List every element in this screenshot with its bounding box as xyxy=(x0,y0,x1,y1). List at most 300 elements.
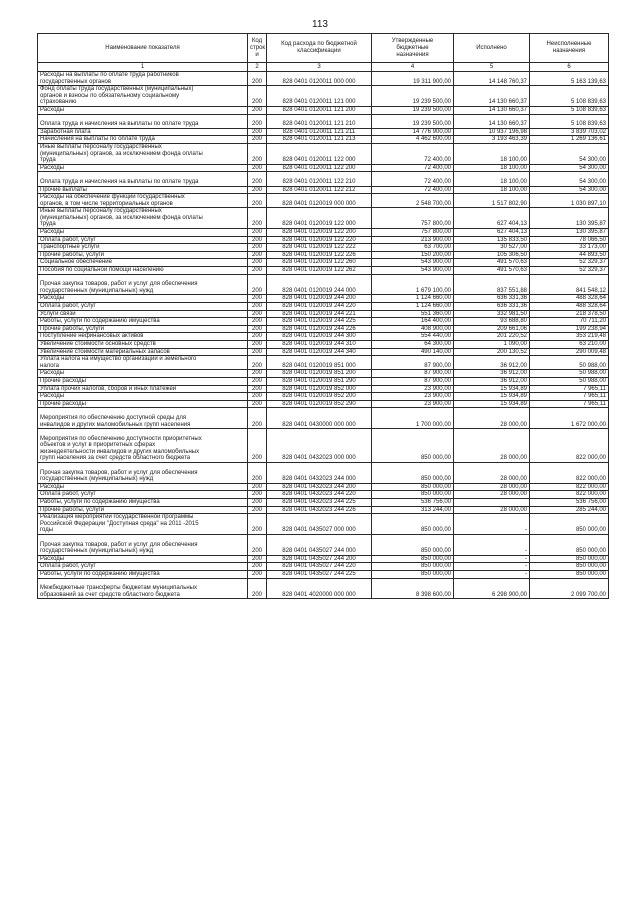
executed-amount-cell: 209 661,06 xyxy=(454,325,530,333)
line-code-cell: 200 xyxy=(248,72,267,86)
indicator-name-cell: Прочие расходы xyxy=(38,377,248,385)
executed-amount-cell: - xyxy=(454,570,530,578)
approved-amount-cell: 1 124 660,00 xyxy=(372,295,454,303)
executed-amount-cell: 15 934,89 xyxy=(454,400,530,408)
table-header-row xyxy=(38,34,609,63)
approved-amount-cell: 850 000,00 xyxy=(372,491,454,499)
line-code-cell: 200 xyxy=(248,393,267,401)
approved-amount-cell: 554 440,00 xyxy=(372,333,454,341)
budget-code-cell: 828 0401 0432023 244 225 xyxy=(267,499,372,507)
indicator-name-cell: Увеличение стоимости основных средств xyxy=(38,340,248,348)
approved-amount-cell: 87 900,00 xyxy=(372,356,454,370)
unexecuted-amount-cell: 850 000,00 xyxy=(530,563,609,571)
line-code-cell: 200 xyxy=(248,303,267,311)
budget-code-cell: 828 0401 0120019 244 200 xyxy=(267,295,372,303)
table-row xyxy=(38,310,609,318)
table-row xyxy=(38,236,609,244)
budget-code-cell: 828 0401 0120019 122 000 xyxy=(267,208,372,229)
unexecuted-amount-cell: 850 000,00 xyxy=(530,514,609,535)
executed-amount-cell: - xyxy=(454,555,530,563)
indicator-name-cell: Увеличение стоимости материальных запасов xyxy=(38,348,248,356)
budget-code-cell: 828 0401 0120011 000 000 xyxy=(267,72,372,86)
approved-amount-cell: 536 756,00 xyxy=(372,499,454,507)
indicator-name-cell: Иные выплаты персоналу государственных (муниципальных) органов, за исключением фонда оплаты труда xyxy=(38,208,248,229)
unexecuted-amount-cell: 52 329,37 xyxy=(530,267,609,275)
unexecuted-amount-cell: 78 066,50 xyxy=(530,236,609,244)
table-row xyxy=(38,563,609,571)
approved-amount-cell: 490 140,00 xyxy=(372,348,454,356)
executed-amount-cell xyxy=(454,499,530,507)
indicator-name-cell: Пособия по социальной помощи населению xyxy=(38,267,248,275)
table-row xyxy=(38,106,609,114)
table-row xyxy=(38,491,609,499)
line-code-cell: 200 xyxy=(248,229,267,237)
line-code-cell: 200 xyxy=(248,236,267,244)
budget-code-cell: 828 0401 0435027 244 220 xyxy=(267,563,372,571)
table-row xyxy=(38,429,609,463)
table-row xyxy=(38,348,609,356)
indicator-name-cell: Прочие работы, услуги xyxy=(38,506,248,514)
unexecuted-amount-cell: 850 000,00 xyxy=(530,535,609,556)
indicator-name-cell: Начисления на выплаты по оплате труда xyxy=(38,136,248,144)
indicator-name-cell: Работы, услуги по содержанию имущества xyxy=(38,499,248,507)
table-row xyxy=(38,356,609,370)
budget-code-cell: 828 0401 0120019 244 000 xyxy=(267,274,372,295)
indicator-name-cell: Иные выплаты персоналу государственных (муниципальных) органов, за исключением фонда оплаты труда xyxy=(38,143,248,164)
approved-amount-cell: 87 900,00 xyxy=(372,370,454,378)
indicator-name-cell: Прочая закупка товаров, работ и услуг для обеспечения государственных (муниципальных) нужд xyxy=(38,463,248,484)
table-row xyxy=(38,244,609,252)
column-number: 4 xyxy=(372,63,454,72)
indicator-name-cell: Мероприятия по обеспечению доступной среды для инвалидов и других маломобильных групп населения xyxy=(38,408,248,429)
budget-code-cell: 828 0401 0120011 122 210 xyxy=(267,172,372,186)
indicator-name-cell: Расходы xyxy=(38,229,248,237)
indicator-name-cell: Прочие выплаты xyxy=(38,186,248,194)
table-row xyxy=(38,483,609,491)
line-code-cell: 200 xyxy=(248,514,267,535)
executed-amount-cell: 28 000,00 xyxy=(454,463,530,484)
budget-code-cell: 828 0401 0432023 244 220 xyxy=(267,491,372,499)
line-code-cell: 200 xyxy=(248,491,267,499)
indicator-name-cell: Прочие расходы xyxy=(38,400,248,408)
header-approved: Утвержденные бюджетные назначения xyxy=(372,34,454,63)
executed-amount-cell: 1 517 802,90 xyxy=(454,194,530,208)
line-code-cell: 200 xyxy=(248,570,267,578)
approved-amount-cell: 850 000,00 xyxy=(372,514,454,535)
executed-amount-cell: 627 404,13 xyxy=(454,208,530,229)
approved-amount-cell: 8 398 600,00 xyxy=(372,578,454,599)
unexecuted-amount-cell: 7 965,11 xyxy=(530,393,609,401)
unexecuted-amount-cell: 536 756,00 xyxy=(530,499,609,507)
line-code-cell: 200 xyxy=(248,106,267,114)
unexecuted-amount-cell: 50 988,00 xyxy=(530,377,609,385)
indicator-name-cell: Межбюджетные трансферты бюджетам муниципальных образований за счет средств областного бюджета xyxy=(38,578,248,599)
executed-amount-cell: 200 130,52 xyxy=(454,348,530,356)
unexecuted-amount-cell: 54 300,00 xyxy=(530,164,609,172)
budget-code-cell: 828 0401 0120019 122 200 xyxy=(267,229,372,237)
line-code-cell: 200 xyxy=(248,128,267,136)
approved-amount-cell: 19 239 500,00 xyxy=(372,106,454,114)
table-row xyxy=(38,251,609,259)
unexecuted-amount-cell: 488 328,64 xyxy=(530,303,609,311)
indicator-name-cell: Уплата налога на имущество организаций и земельного налога xyxy=(38,356,248,370)
table-row xyxy=(38,172,609,186)
unexecuted-amount-cell: 850 000,00 xyxy=(530,570,609,578)
executed-amount-cell: 36 912,00 xyxy=(454,377,530,385)
table-row xyxy=(38,333,609,341)
budget-code-cell: 828 0401 0120019 000 000 xyxy=(267,194,372,208)
table-row xyxy=(38,535,609,556)
line-code-cell: 200 xyxy=(248,340,267,348)
line-code-cell: 200 xyxy=(248,563,267,571)
executed-amount-cell: 14 130 660,37 xyxy=(454,106,530,114)
line-code-cell: 200 xyxy=(248,429,267,463)
indicator-name-cell: Поступление нефинансовых активов xyxy=(38,333,248,341)
line-code-cell: 200 xyxy=(248,259,267,267)
unexecuted-amount-cell: 54 300,00 xyxy=(530,143,609,164)
table-row xyxy=(38,143,609,164)
executed-amount-cell: 6 298 900,00 xyxy=(454,578,530,599)
table-row xyxy=(38,194,609,208)
approved-amount-cell: 4 462 600,00 xyxy=(372,136,454,144)
budget-code-cell: 828 0401 0120011 121 213 xyxy=(267,136,372,144)
unexecuted-amount-cell: 488 328,64 xyxy=(530,295,609,303)
executed-amount-cell: 18 100,00 xyxy=(454,172,530,186)
executed-amount-cell: 491 570,63 xyxy=(454,259,530,267)
table-row xyxy=(38,463,609,484)
indicator-name-cell: Расходы xyxy=(38,370,248,378)
line-code-cell: 200 xyxy=(248,385,267,393)
executed-amount-cell: 105 306,50 xyxy=(454,251,530,259)
unexecuted-amount-cell: 822 000,00 xyxy=(530,429,609,463)
line-code-cell: 200 xyxy=(248,408,267,429)
executed-amount-cell: 135 833,50 xyxy=(454,236,530,244)
table-row xyxy=(38,370,609,378)
table-row xyxy=(38,340,609,348)
approved-amount-cell: 757 800,00 xyxy=(372,208,454,229)
table-row xyxy=(38,318,609,326)
indicator-name-cell: Оплата работ, услуг xyxy=(38,303,248,311)
approved-amount-cell: 19 311 900,00 xyxy=(372,72,454,86)
approved-amount-cell: 1 124 660,00 xyxy=(372,303,454,311)
unexecuted-amount-cell: 70 711,20 xyxy=(530,318,609,326)
approved-amount-cell: 543 900,00 xyxy=(372,259,454,267)
unexecuted-amount-cell: 50 988,00 xyxy=(530,356,609,370)
executed-amount-cell: 93 688,80 xyxy=(454,318,530,326)
budget-code-cell: 828 0401 0430000 000 000 xyxy=(267,408,372,429)
executed-amount-cell: 636 331,36 xyxy=(454,295,530,303)
indicator-name-cell: Заработная плата xyxy=(38,128,248,136)
line-code-cell: 200 xyxy=(248,356,267,370)
line-code-cell: 200 xyxy=(248,463,267,484)
budget-code-cell: 828 0401 0432023 000 000 xyxy=(267,429,372,463)
unexecuted-amount-cell: 5 163 139,63 xyxy=(530,72,609,86)
executed-amount-cell: 28 000,00 xyxy=(454,429,530,463)
budget-code-cell: 828 0401 0120011 121 200 xyxy=(267,106,372,114)
executed-amount-cell: - xyxy=(454,563,530,571)
budget-code-cell: 828 0401 0120019 122 262 xyxy=(267,267,372,275)
unexecuted-amount-cell: 50 988,00 xyxy=(530,370,609,378)
approved-amount-cell: 63 700,00 xyxy=(372,244,454,252)
approved-amount-cell: 850 000,00 xyxy=(372,483,454,491)
approved-amount-cell: 72 400,00 xyxy=(372,172,454,186)
budget-code-cell: 828 0401 0120019 244 300 xyxy=(267,333,372,341)
budget-code-cell: 828 0401 0432023 244 226 xyxy=(267,506,372,514)
unexecuted-amount-cell: 353 219,48 xyxy=(530,333,609,341)
unexecuted-amount-cell: 44 893,50 xyxy=(530,251,609,259)
approved-amount-cell: 850 000,00 xyxy=(372,429,454,463)
indicator-name-cell: Прочая закупка товаров, работ и услуг для обеспечения государственных (муниципальных) нужд xyxy=(38,274,248,295)
budget-code-cell: 828 0401 4020000 000 000 xyxy=(267,578,372,599)
unexecuted-amount-cell: 5 108 839,63 xyxy=(530,106,609,114)
approved-amount-cell: 23 900,00 xyxy=(372,385,454,393)
line-code-cell: 200 xyxy=(248,318,267,326)
budget-code-cell: 828 0401 0120011 121 210 xyxy=(267,114,372,128)
header-line-code: Код строк и xyxy=(248,34,267,63)
line-code-cell: 200 xyxy=(248,274,267,295)
table-row xyxy=(38,408,609,429)
budget-code-cell: 828 0401 0120019 852 200 xyxy=(267,393,372,401)
unexecuted-amount-cell: 822 000,00 xyxy=(530,483,609,491)
unexecuted-amount-cell: 130 395,87 xyxy=(530,229,609,237)
executed-amount-cell: 36 912,00 xyxy=(454,370,530,378)
executed-amount-cell: 201 220,52 xyxy=(454,333,530,341)
table-row xyxy=(38,295,609,303)
budget-code-cell: 828 0401 0120019 122 226 xyxy=(267,251,372,259)
indicator-name-cell: Расходы xyxy=(38,393,248,401)
budget-code-cell: 828 0401 0120019 851 000 xyxy=(267,356,372,370)
executed-amount-cell: 14 130 660,37 xyxy=(454,86,530,107)
table-row xyxy=(38,267,609,275)
approved-amount-cell: 2 548 700,00 xyxy=(372,194,454,208)
unexecuted-amount-cell: 7 965,11 xyxy=(530,400,609,408)
executed-amount-cell: 1 090,00 xyxy=(454,340,530,348)
indicator-name-cell: Работы, услуги по содержанию имущества xyxy=(38,570,248,578)
line-code-cell: 200 xyxy=(248,136,267,144)
approved-amount-cell: 1 679 100,00 xyxy=(372,274,454,295)
indicator-name-cell: Расходы xyxy=(38,295,248,303)
budget-code-cell: 828 0401 0435027 244 225 xyxy=(267,570,372,578)
line-code-cell: 200 xyxy=(248,267,267,275)
approved-amount-cell: 150 200,00 xyxy=(372,251,454,259)
approved-amount-cell: 850 000,00 xyxy=(372,563,454,571)
table-row xyxy=(38,136,609,144)
indicator-name-cell: Расходы xyxy=(38,106,248,114)
executed-amount-cell: 636 331,36 xyxy=(454,303,530,311)
approved-amount-cell: 19 239 500,00 xyxy=(372,114,454,128)
unexecuted-amount-cell: 285 244,00 xyxy=(530,506,609,514)
approved-amount-cell: 551 360,00 xyxy=(372,310,454,318)
unexecuted-amount-cell: 199 238,94 xyxy=(530,325,609,333)
executed-amount-cell: 30 527,00 xyxy=(454,244,530,252)
approved-amount-cell: 543 900,00 xyxy=(372,267,454,275)
indicator-name-cell: Оплата работ, услуг xyxy=(38,563,248,571)
approved-amount-cell: 757 800,00 xyxy=(372,229,454,237)
budget-code-cell: 828 0401 0120019 244 221 xyxy=(267,310,372,318)
header-unexecuted: Неисполненные назначения xyxy=(530,34,609,63)
budget-code-cell: 828 0401 0120011 122 200 xyxy=(267,164,372,172)
line-code-cell: 200 xyxy=(248,186,267,194)
indicator-name-cell: Расходы xyxy=(38,164,248,172)
executed-amount-cell: 36 912,00 xyxy=(454,356,530,370)
table-row xyxy=(38,514,609,535)
budget-code-cell: 828 0401 0120011 122 212 xyxy=(267,186,372,194)
budget-code-cell: 828 0401 0120019 122 222 xyxy=(267,244,372,252)
approved-amount-cell: 313 244,00 xyxy=(372,506,454,514)
approved-amount-cell: 850 000,00 xyxy=(372,535,454,556)
line-code-cell: 200 xyxy=(248,377,267,385)
approved-amount-cell: 213 900,00 xyxy=(372,236,454,244)
executed-amount-cell: 18 100,00 xyxy=(454,186,530,194)
table-row xyxy=(38,128,609,136)
indicator-name-cell: Прочая закупка товаров, работ и услуг для обеспечения государственных (муниципальных) нужд xyxy=(38,535,248,556)
budget-code-cell: 828 0401 0432023 244 000 xyxy=(267,463,372,484)
indicator-name-cell: Услуги связи xyxy=(38,310,248,318)
executed-amount-cell: 28 000,00 xyxy=(454,506,530,514)
executed-amount-cell: 28 000,00 xyxy=(454,491,530,499)
table-body xyxy=(38,72,609,599)
indicator-name-cell: Оплата труда и начисления на выплаты по оплате труда xyxy=(38,172,248,186)
unexecuted-amount-cell: 850 000,00 xyxy=(530,555,609,563)
line-code-cell: 200 xyxy=(248,172,267,186)
budget-code-cell: 828 0401 0120019 122 260 xyxy=(267,259,372,267)
line-code-cell: 200 xyxy=(248,400,267,408)
line-code-cell: 200 xyxy=(248,164,267,172)
unexecuted-amount-cell: 822 000,00 xyxy=(530,463,609,484)
table-row xyxy=(38,72,609,86)
unexecuted-amount-cell: 130 395,87 xyxy=(530,208,609,229)
approved-amount-cell: 164 400,00 xyxy=(372,318,454,326)
budget-code-cell: 828 0401 0432023 244 200 xyxy=(267,483,372,491)
line-code-cell: 200 xyxy=(248,555,267,563)
budget-code-cell: 828 0401 0120019 244 340 xyxy=(267,348,372,356)
indicator-name-cell: Социальное обеспечение xyxy=(38,259,248,267)
unexecuted-amount-cell: 5 108 839,63 xyxy=(530,114,609,128)
table-row xyxy=(38,325,609,333)
budget-code-cell: 828 0401 0120019 851 200 xyxy=(267,370,372,378)
table-row xyxy=(38,229,609,237)
unexecuted-amount-cell: 52 329,37 xyxy=(530,259,609,267)
line-code-cell: 200 xyxy=(248,244,267,252)
line-code-cell: 200 xyxy=(248,310,267,318)
line-code-cell: 200 xyxy=(248,333,267,341)
table-row xyxy=(38,400,609,408)
unexecuted-amount-cell: 7 965,11 xyxy=(530,385,609,393)
executed-amount-cell: 837 551,88 xyxy=(454,274,530,295)
approved-amount-cell: 1 700 000,00 xyxy=(372,408,454,429)
indicator-name-cell: Расходы на выплаты по оплате труда работников государственных органов xyxy=(38,72,248,86)
approved-amount-cell: 14 776 900,00 xyxy=(372,128,454,136)
column-number: 6 xyxy=(530,63,609,72)
budget-code-cell: 828 0401 0120019 851 290 xyxy=(267,377,372,385)
indicator-name-cell: Работы, услуги по содержанию имущества xyxy=(38,318,248,326)
budget-code-cell: 828 0401 0435027 244 200 xyxy=(267,555,372,563)
header-executed: Исполнено xyxy=(454,34,530,63)
line-code-cell: 200 xyxy=(248,483,267,491)
table-row xyxy=(38,303,609,311)
approved-amount-cell: 64 300,00 xyxy=(372,340,454,348)
table-row xyxy=(38,570,609,578)
budget-code-cell: 828 0401 0120019 852 290 xyxy=(267,400,372,408)
indicator-name-cell: Транспортные услуги xyxy=(38,244,248,252)
budget-code-cell: 828 0401 0120019 244 220 xyxy=(267,303,372,311)
unexecuted-amount-cell: 822 000,00 xyxy=(530,491,609,499)
column-number: 3 xyxy=(267,63,372,72)
indicator-name-cell: Расходы xyxy=(38,555,248,563)
column-number: 5 xyxy=(454,63,530,72)
table-row xyxy=(38,208,609,229)
table-row xyxy=(38,393,609,401)
budget-code-cell: 828 0401 0120019 244 310 xyxy=(267,340,372,348)
indicator-name-cell: Мероприятия по обеспечению доступности приоритетных объектов и услуг в приоритетных сферах жизнедеятельности инвалидов и других маломобильных групп населения за счет средств областного бюджета xyxy=(38,429,248,463)
executed-amount-cell: 18 100,00 xyxy=(454,143,530,164)
line-code-cell: 200 xyxy=(248,194,267,208)
unexecuted-amount-cell: 63 210,00 xyxy=(530,340,609,348)
indicator-name-cell: Оплата работ, услуг xyxy=(38,236,248,244)
line-code-cell: 200 xyxy=(248,506,267,514)
column-number: 1 xyxy=(38,63,248,72)
table-row xyxy=(38,385,609,393)
indicator-name-cell: Расходы xyxy=(38,483,248,491)
indicator-name-cell: Прочие работы, услуги xyxy=(38,325,248,333)
indicator-name-cell: Оплата работ, услуг xyxy=(38,491,248,499)
indicator-name-cell: Прочие работы, услуги xyxy=(38,251,248,259)
table-row xyxy=(38,186,609,194)
indicator-name-cell: Фонд оплаты труда государственных (муниципальных) органов и взносы по обязательному социальному страхованию xyxy=(38,86,248,107)
unexecuted-amount-cell: 1 030 897,10 xyxy=(530,194,609,208)
approved-amount-cell: 23 900,00 xyxy=(372,393,454,401)
table-row xyxy=(38,555,609,563)
unexecuted-amount-cell: 3 839 703,02 xyxy=(530,128,609,136)
budget-code-cell: 828 0401 0120011 121 000 xyxy=(267,86,372,107)
approved-amount-cell: 850 000,00 xyxy=(372,463,454,484)
line-code-cell: 200 xyxy=(248,251,267,259)
table-row xyxy=(38,259,609,267)
unexecuted-amount-cell: 218 378,50 xyxy=(530,310,609,318)
unexecuted-amount-cell: 33 173,00 xyxy=(530,244,609,252)
executed-amount-cell: 627 404,13 xyxy=(454,229,530,237)
indicator-name-cell: Уплата прочих налогов, сборов и иных платежей xyxy=(38,385,248,393)
unexecuted-amount-cell: 5 108 839,63 xyxy=(530,86,609,107)
line-code-cell: 200 xyxy=(248,295,267,303)
line-code-cell: 200 xyxy=(248,325,267,333)
line-code-cell: 200 xyxy=(248,208,267,229)
approved-amount-cell: 850 000,00 xyxy=(372,570,454,578)
executed-amount-cell: 491 570,63 xyxy=(454,267,530,275)
approved-amount-cell: 72 400,00 xyxy=(372,186,454,194)
approved-amount-cell: 23 900,00 xyxy=(372,400,454,408)
line-code-cell: 200 xyxy=(248,348,267,356)
unexecuted-amount-cell: 1 269 136,61 xyxy=(530,136,609,144)
table-row xyxy=(38,578,609,599)
table-row xyxy=(38,377,609,385)
approved-amount-cell: 72 400,00 xyxy=(372,143,454,164)
budget-code-cell: 828 0401 0435027 244 000 xyxy=(267,535,372,556)
approved-amount-cell: 19 239 500,00 xyxy=(372,86,454,107)
executed-amount-cell: 15 934,89 xyxy=(454,385,530,393)
executed-amount-cell: - xyxy=(454,535,530,556)
line-code-cell: 200 xyxy=(248,535,267,556)
table-row xyxy=(38,86,609,107)
line-code-cell: 200 xyxy=(248,578,267,599)
column-number-row xyxy=(38,63,609,72)
executed-amount-cell: 28 000,00 xyxy=(454,408,530,429)
table-row xyxy=(38,164,609,172)
header-budget-code: Код расхода по бюджетной классификации xyxy=(267,34,372,63)
budget-code-cell: 828 0401 0120019 244 225 xyxy=(267,318,372,326)
budget-code-cell: 828 0401 0120019 122 220 xyxy=(267,236,372,244)
unexecuted-amount-cell: 1 672 000,00 xyxy=(530,408,609,429)
